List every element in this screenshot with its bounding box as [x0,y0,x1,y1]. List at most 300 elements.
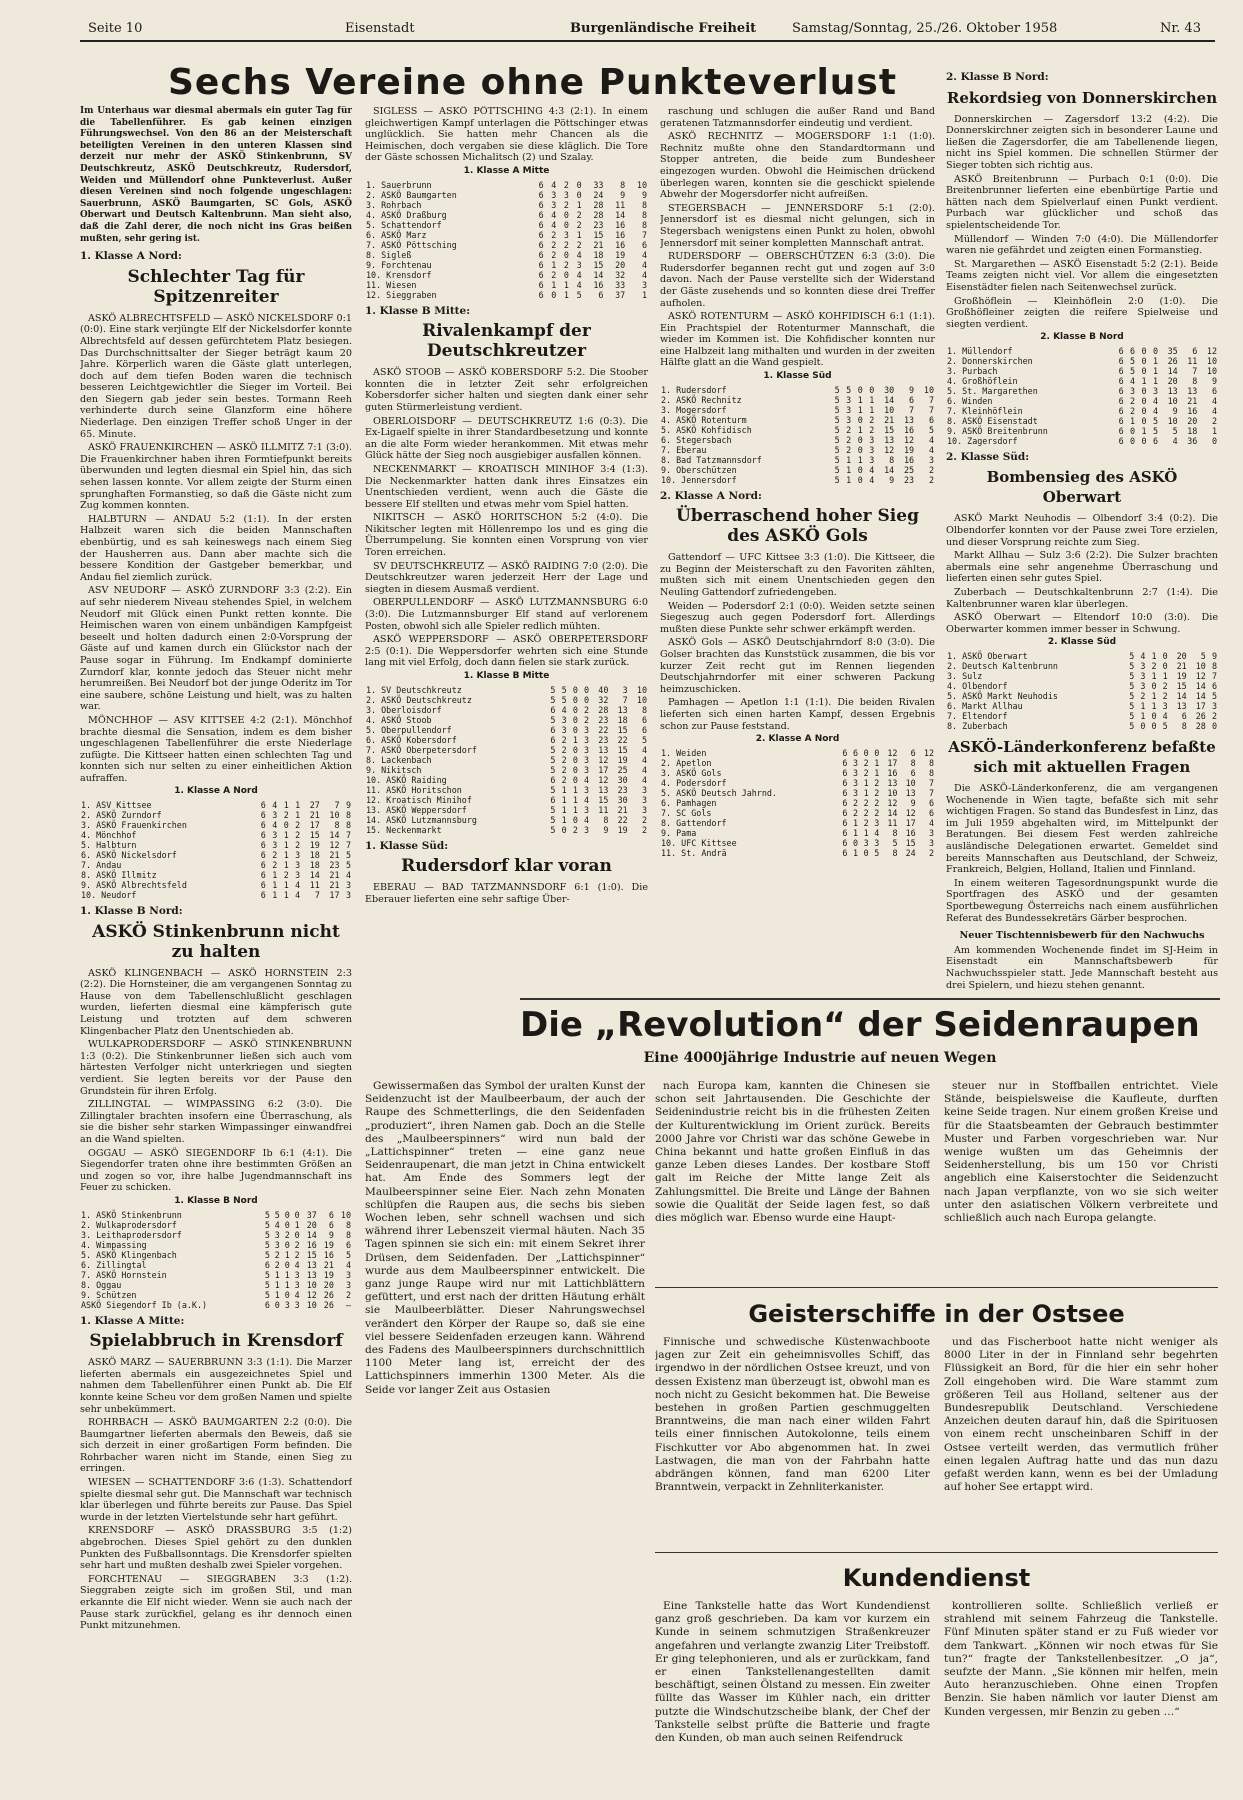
feature-column-b [655,1336,930,1546]
table-cell: 14 [1176,691,1187,701]
team-name: 2. Apetlon [661,757,712,768]
table-cell: 0 [561,824,567,835]
table-cell: 2 [863,817,869,828]
table-cell: 8 [641,209,647,220]
newspaper-name: Burgenländische Freiheit [570,21,757,36]
paragraph: In einem weiteren Tagesordnungspunkt wurde die Sportfragen des ASKÖ und der gesamten Sportbewegung Österreichs nach einem ausführlichen Referat des Bundessekretärs Gärber besprochen. [946,877,1218,924]
section-title: 1. Klasse Süd: [365,839,449,852]
table-cell: 13 [904,414,915,425]
table-cell: 14 [593,269,604,280]
section-title: 2. Klasse B Nord: [946,71,1049,83]
table-cell: 3 [584,744,590,755]
table-cell: 2 [1151,661,1157,671]
table-cell: 23 [329,860,340,871]
team-name: 10. ASKÖ Raiding [366,774,447,785]
table-cell: 3 [1211,701,1217,711]
team-name: 5. ASKÖ Markt Neuhodis [947,691,1058,701]
table-cell: 5 [561,694,567,705]
table-cell: 8 [1192,375,1198,386]
table-cell: 3 [345,890,351,901]
table-cell: 14 [884,394,895,405]
table-cell: 3 [928,827,934,838]
paragraph: ASKÖ RECHNITZ — MOGERSDORF 1:1 (1:0). Rechnitz mußte ohne den Standardtormann und Stopper antreten, die beide zum Bundesheer eingezogen wurden. Obwohl die Heimischen drückend überlegen waren, konnten sie die geschickt spielende Abwehr der Mogersdorfer nicht aufreißen. [660,131,935,201]
table-row [660,798,935,808]
table-cell: 8 [1181,721,1187,731]
table-cell: 1 [846,464,852,475]
table-cell: 5 [834,424,840,435]
table-cell: 0 [274,1299,280,1310]
team-name: 6. Pamhagen [661,797,717,808]
table-cell: 5 [345,850,351,861]
section-title: 1. Klasse B Mitte: [365,304,471,317]
table-cell: 19 [904,444,915,455]
table-caption: 2. Klasse B Nord [1040,332,1124,343]
table-cell: 1 [283,860,289,871]
section-title: 2. Klasse A Nord: [660,489,762,502]
table-row [365,180,648,190]
article-headline: Rivalenkampf der Deutschkreutzer [422,321,591,362]
table-row [365,250,648,260]
table-cell: 0 [563,219,569,230]
team-name: 8. ASKÖ Illmitz [81,870,157,881]
table-cell: 0 [853,837,859,848]
league-table [660,748,935,858]
table-row [660,758,935,768]
table-row [80,1300,352,1310]
table-cell: 6 [550,734,556,745]
paragraph: ASKÖ ROTENTURM — ASKÖ KOHFIDISCH 6:1 (1:1). Ein Prachtspiel der Rotenturmer Mannschaft, die wieder im Kommen ist. Die Kohfidischer konnten nur eine Halbzeit lang mithalten und wurden in der zweiten Hälfte glatt an die Wand gespielt. [660,311,935,369]
table-cell: 16 [615,239,626,250]
table-cell: 1 [1151,671,1157,681]
table-cell: 5 [834,434,840,445]
table-cell: 3 [863,837,869,848]
table-cell: 25 [617,764,628,775]
feature-headline: Geisterschiffe in der Ostsee [748,1300,1125,1328]
team-name: 9. Forchtenau [366,259,432,270]
table-cell: 0 [857,414,863,425]
table-cell: 3 [345,880,351,891]
table-cell: — [345,1299,351,1310]
paragraph: ASKÖ Gols — ASKÖ Deutschjahrndorf 8:0 (3:0). Die Golser brachten das Kunststück zusammen, die bis vor kurzer Zeit recht gut im Rennen liegenden Deutschjahrndorfer mit einer schweren Packung heimzuschicken. [660,637,935,695]
table-cell: 3 [1140,671,1146,681]
team-name: 10. Jennersdorf [661,474,737,485]
table-cell: 2 [1130,395,1136,406]
table-cell: 7 [345,840,351,851]
table-cell: 12 [887,797,898,808]
table-cell: 4 [1152,405,1158,416]
table-cell: 19 [617,824,628,835]
table-cell: 3 [853,757,859,768]
paragraph: ASKÖ WEPPERSDORF — ASKÖ OBERPETERSDORF 2:5 (0:1). Die Weppersdorfer wehrten sich eine Stunde lang mit viel Erfolg, doch dann fielen sie stark zurück. [365,634,648,669]
table-cell: 0 [1211,721,1217,731]
table-cell: 1 [853,817,859,828]
table-cell: 0 [284,1219,290,1230]
table-cell: 2 [846,434,852,445]
table-cell: 10 [1167,415,1178,426]
table-cell: 5 [1129,681,1135,691]
table-cell: 0 [857,434,863,445]
table-cell: 1 [561,814,567,825]
league-table [660,385,935,485]
team-name: 3. Oberloisdorf [366,704,442,715]
table-cell: 8 [889,454,895,465]
paragraph: Finnische und schwedische Küstenwachboote jagen zur Zeit ein geheimnisvolles Schiff, das irgendwo in der nördlichen Ostsee kreuzt, und von dessen Existenz man überzeugt ist, obwohl man es noch nicht zu Gesicht bekommen hat. Die Beweise bestehen in großen Partien geschmuggelten Branntweins, die man nach einer wilden Fahrt teils einer finnischen Autokolonne, teils einem Fischkutter vor Abo abgenommen hat. In zwei Lastwagen, die man von der Fahrbahn hatte abdrängen können, fand man 6200 Liter Branntwein, verpackt in Zehnliterkanister. [655,1336,930,1494]
table-cell: 4 [928,434,934,445]
table-row [80,1290,352,1300]
team-name: 8. ASKÖ Eisenstadt [947,415,1038,426]
table-row [80,800,352,810]
table-cell: 12 [598,754,609,765]
table-cell: 3 [853,767,859,778]
team-name: 5. Oberpullendorf [366,724,452,735]
table-cell: 12 [1206,345,1217,356]
team-name: 6. Markt Allhau [947,701,1023,711]
article-headline: Schlechter Tag für Spitzenreiter [127,266,305,307]
table-cell: 1 [274,1279,280,1290]
table-cell: 3 [874,817,880,828]
team-name: 3. ASKÖ Frauenkirchen [81,820,187,831]
table-cell: 2 [561,764,567,775]
table-cell: 1 [874,757,880,768]
table-cell: 12 [1195,671,1206,681]
table-row [660,838,935,848]
team-name: 7. Andau [81,860,122,871]
table-cell: 0 [1141,365,1147,376]
table-cell: 6 [928,807,934,818]
table-cell: 1 [1130,415,1136,426]
table-cell: 3 [561,724,567,735]
paragraph: Donnerskirchen — Zagersdorf 13:2 (4:2). Die Donnerskirchner zeigten sich in besonderer Laune und ließen die Zagersdorfer, die am Tabellenende liegen, nicht ins Spiel kommen. Die schnellen Stürmer der Sieger tobten sich richtig aus. [946,113,1218,171]
table-cell: 5 [264,1249,270,1260]
table-cell: 2 [576,239,582,250]
table-cell: 28 [593,199,604,210]
table-cell: 9 [641,189,647,200]
table-cell: 21 [1176,661,1187,671]
table-cell: 7 [928,394,934,405]
table-cell: 5 [1130,365,1136,376]
table-cell: 4 [345,1259,351,1270]
table-cell: 6 [910,767,916,778]
paragraph: ASKÖ MARZ — SAUERBRUNN 3:3 (1:1). Die Marzer lieferten abermals ein ausgezeichnetes Spiel und nahmen dem Tabellenführer einen Punkt ab. Die Elf konnte keine Scheu vor dem großen Namen und spielte sehr unbekümmert. [80,1357,352,1415]
table-cell: 5 [264,1209,270,1220]
table-cell: 2 [928,464,934,475]
table-cell: 5 [550,694,556,705]
table-cell: 1 [846,474,852,485]
table-cell: 1 [283,830,289,841]
team-name: 9. ASKÖ Albrechtsfeld [81,880,187,891]
table-cell: 6 [842,767,848,778]
table-cell: 0 [572,684,578,695]
table-cell: 23 [593,219,604,230]
paragraph: OGGAU — ASKÖ SIEGENDORF Ib 6:1 (4:1). Die Siegendorfer traten ohne ihre bestimmten Größen an und zogen so vor, ihre halbe Jugendmannschaft ins Feuer zu schicken. [80,1147,352,1194]
table-cell: 20 [1176,651,1187,661]
table-cell: 2 [874,807,880,818]
team-name: 11. Wiesen [366,279,417,290]
table-cell: 13 [306,1269,317,1280]
table-row [365,725,648,735]
team-name: 7. Eberau [661,444,707,455]
table-cell: 2 [1130,405,1136,416]
paragraph: MÖNCHHOF — ASV KITTSEE 4:2 (2:1). Mönchhof brachte diesmal die Sensation, indem es dem bisher ungeschlagenen Tabellenführer die erste Niederlage zufügte. Die Kittseer hatten einen schlechten Tag und konnten sich nur selten zu einer einheitlichen Aktion aufraffen. [80,714,352,784]
table-cell: 15 [593,259,604,270]
table-row [946,416,1218,426]
paragraph: ASKÖ FRAUENKIRCHEN — ASKÖ ILLMITZ 7:1 (3:0). Die Frauenkirchner haben ihren Formtiefpunkt bereits überwunden und legten diesmal ein Spiel hin, das sich sehen lassen konnte. Vor allem zeigte der Sturm einen sprunghaften Formanstieg, so daß die Gäste nicht zum Zug kommen konnten. [80,442,352,512]
team-name: 3. Purbach [947,365,998,376]
paragraph: Die ASKÖ-Länderkonferenz, die am vergangenen Wochenende in Wien tagte, befaßte sich mit sehr wichtigen Fragen. So stand das Bundesfest in Linz, das im Juli 1959 abgehalten wird, im Mittelpunkt der Beratungen. Bei diesem Fest werden zahlreiche ausländische Delegationen erwartet. Gemeldet sind bereits Mannschaften aus Deutschland, der Schweiz, Frankreich, Belgien, Holland, Italien und Finnland. [946,783,1218,876]
table-row [365,795,648,805]
paragraph: nach Europa kam, kannten die Chinesen sie schon seit Jahrtausenden. Die Geschichte der Seidenindustrie reicht bis in die frühesten Zeiten der Kulturentwicklung im Orient zurück. Bereits 2000 Jahre vor Christi war das schöne Gewebe in China bekannt und hatte großen Einfluß in das ganze Leben dieses Landes. Der kostbare Stoff galt im Reiche der Mitte lange Zeit als Zahlungsmittel. Die Breite und Länge der Bahnen sowie die Qualität der Seide lagen fest, so daß dies möglich war. Ebenso wurde eine Haupt- [655,1080,930,1225]
table-cell: 8 [1211,661,1217,671]
table-cell: 17 [309,820,320,831]
table-row [946,651,1218,661]
team-name: 7. ASKÖ Pöttsching [366,239,457,250]
team-name: 3. Rohrbach [366,199,422,210]
table-cell: 10 [1195,661,1206,671]
table-cell: 2 [563,239,569,250]
table-cell: 4 [295,890,301,901]
table-cell: 30 [884,384,895,395]
table-row [365,705,648,715]
table-cell: 1 [863,827,869,838]
table-cell: 0 [857,444,863,455]
league-table [365,180,648,300]
table-cell: 10 [340,1209,351,1220]
table-cell: 5 [834,414,840,425]
table-row [80,1210,352,1220]
table-cell: 2 [274,1249,280,1260]
table-row [946,671,1218,681]
table-row [365,805,648,815]
paragraph: NIKITSCH — ASKÖ HORITSCHON 5:2 (4:0). Die Nikitscher legten mit Höllenrempo los und es ging die Überrumpelung. Sie konnten einen Vorsprung von vier Toren erreichen. [365,512,648,559]
table-cell: 16 [905,827,916,838]
table-cell: 0 [284,1259,290,1270]
team-name: 5. ASKÖ Klingenbach [81,1249,177,1260]
paragraph: Gattendorf — UFC Kittsee 3:3 (1:0). Die Kittseer, die zu Beginn der Meisterschaft zu den Favoriten zählten, mußten sich mit einem Unentschieden gegen den Neuling Gattendorf zufriedengeben. [660,552,935,599]
table-cell: 21 [1187,395,1198,406]
table-row [365,815,648,825]
column-1 [80,106,352,1796]
table-cell: 3 [295,850,301,861]
table-cell: 2 [1162,681,1168,691]
section-divider [520,998,1220,1000]
table-cell: 5 [1129,651,1135,661]
table-cell: 1 [1152,375,1158,386]
table-cell: 20 [1187,415,1198,426]
paragraph: kontrollieren sollte. Schließlich verließ er strahlend mit seinem Fahrzeug die Tankstelle. Fünf Minuten später stand er zu Fuß wieder vor dem Tankwart. „Können wir noch etwas für Sie tun?“ fragte der Tankstellenbesitzer. „O ja“, seufzte der Mann. „Sie können mir helfen, mein Auto heranzuschieben. Ohne einen Tropfen Benzin. Sie haben nämlich vor lauter Dienst am Kunden vergessen, mir Benzin zu geben …“ [944,1600,1218,1718]
team-name: 14. ASKÖ Lutzmannsburg [366,814,477,825]
table-cell: 11 [309,880,320,891]
table-cell: 6 [260,870,266,881]
table-row [365,785,648,795]
table-cell: 16 [904,424,915,435]
table-cell: 2 [561,774,567,785]
table-cell: 9 [1211,375,1217,386]
table-cell: 6 [1118,385,1124,396]
table-row [365,765,648,775]
table-cell: 4 [928,817,934,828]
table-cell: 4 [561,704,567,715]
table-cell: 6 [928,414,934,425]
table-cell: 5 [550,784,556,795]
table-row [946,376,1218,386]
table-row [80,810,352,820]
table-cell: 0 [584,694,590,705]
table-row [365,220,648,230]
table-cell: 3 [874,837,880,848]
paragraph: STEGERSBACH — JENNERSDORF 5:1 (2:0). Jennersdorf ist es diesmal nicht gelungen, sich in Stegersbach wenigstens einen Punkt zu holen, obwohl Jennersdorf mit seiner kompletten Mannschaft antrat. [660,202,935,249]
table-cell: 20 [323,1279,334,1290]
table-cell: 37 [306,1209,317,1220]
table-cell: 17 [905,817,916,828]
table-cell: 2 [295,830,301,841]
section-title: 1. Klasse A Nord: [80,250,182,263]
table-cell: 7 [314,890,320,901]
team-name: 1. Sauerbrunn [366,179,432,190]
table-cell: 12 [884,444,895,455]
table-cell: 14 [306,1229,317,1240]
table-cell: 6 [641,239,647,250]
table-cell: 13 [887,777,898,788]
team-name: 10. UFC Kittsee [661,837,737,848]
table-cell: 2 [863,797,869,808]
table-cell: 6 [550,724,556,735]
table-cell: 32 [615,269,626,280]
table-cell: 6 [538,269,544,280]
team-name: 4. ASKÖ Stoob [366,714,432,725]
table-row [660,828,935,838]
team-name: 4. Großhöflein [947,375,1018,386]
table-cell: 2 [846,424,852,435]
table-cell: 12 [887,747,898,758]
table-cell: 4 [1130,375,1136,386]
table-row [660,465,935,475]
table-cell: 9 [328,1229,334,1240]
table-cell: 3 [928,837,934,848]
table-cell: 21 [329,870,340,881]
league-table [946,651,1218,731]
paragraph: Zuberbach — Deutschkaltenbrunn 2:7 (1:4). Die Kaltenbrunner waren klar überlegen. [946,587,1218,610]
column-4 [946,66,1218,996]
table-cell: 26 [323,1299,334,1310]
table-cell: 14 [887,807,898,818]
table-cell: 6 [264,1259,270,1270]
table-cell: 0 [1141,355,1147,366]
table-cell: 1 [853,847,859,858]
table-cell: 8 [345,1229,351,1240]
table-cell: 11 [887,817,898,828]
table-row [80,830,352,840]
table-row [365,240,648,250]
table-caption: 1. Klasse A Nord [174,786,258,797]
table-cell: 28 [1195,721,1206,731]
table-row [946,711,1218,721]
team-name: 4. Wimpassing [81,1239,147,1250]
table-cell: 0 [572,774,578,785]
table-caption: 2. Klasse Süd [1047,637,1117,648]
table-row [660,848,935,858]
table-cell: 7 [928,777,934,788]
team-name: 8. Bad Tatzmannsdorf [661,454,762,465]
table-cell: 8 [641,199,647,210]
table-cell: 0 [572,754,578,765]
table-cell: 6 [842,777,848,788]
table-cell: 1 [869,394,875,405]
table-cell: 20 [615,259,626,270]
table-cell: 3 [1140,681,1146,691]
table-cell: 0 [572,694,578,705]
table-cell: 1 [1151,651,1157,661]
league-table [80,1210,352,1310]
table-cell: 12 [306,1289,317,1300]
table-cell: 6 [538,219,544,230]
table-cell: 5 [1152,425,1158,436]
table-cell: 21 [329,880,340,891]
column-2 [365,106,648,991]
table-cell: 0 [1141,415,1147,426]
table-cell: 3 [284,1299,290,1310]
table-cell: 5 [264,1279,270,1290]
table-cell: 4 [551,219,557,230]
table-cell: 2 [272,860,278,871]
table-cell: 5 [892,837,898,848]
table-cell: 3 [584,824,590,835]
table-row [660,385,935,395]
paragraph: Gewissermaßen das Symbol der uralten Kunst der Seidenzucht ist der Maulbeerbaum, der auch der Raupe des Schmetterlings, die den Seidenfaden „produziert“, ihren Namen gab. Doch an die Stelle des „Maulbeerspinners“ wird nun bald der „Lattichspinner“ treten — eine ganz neue Seidenraupenart, die man jetzt in China entwickelt hat. Am Ende des Sommers legt der Maulbeerspinner seine Eier. Nach zehn Monaten schlüpfen die Raupen aus, die sechs bis sieben Wochen leben, sehr schnell wachsen und sich während ihrer Lebenszeit viermal häuten. Nach 35 Tagen spinnen sie sich ein: mit einem Sekret ihrer Drüsen, dem Seidenfaden. Der „Lattichspinner“ wurde aus dem Maulbeerspinner entwickelt. Die ganz junge Raupe wird nur mit Lattichblättern gefüttert, und erst nach der dritten Häutung erhält sie Maulbeerblätter. Dieser Nahrungswechsel verändert den Körper der Raupe so, daß sie eine viel bessere Seidenfaden erzeugen kann. Während des Fadens des Maulbeerspinners durchschnittlich 1100 Meter lang ist, erreicht der des Lattichspinners immerhin 1300 Meter. Als die Seide vor langer Zeit aus Ostasien [365,1080,645,1396]
table-cell: 2 [551,229,557,240]
table-cell: 2 [853,797,859,808]
table-cell: 6 [1118,375,1124,386]
table-cell: 13 [306,1259,317,1270]
team-name: 8. Sigleß [366,249,412,260]
table-cell: 8 [892,847,898,858]
table-cell: 6 [538,249,544,260]
team-name: 4. Podersdorf [661,777,727,788]
table-cell: 3 [853,777,859,788]
table-cell: 3 [1140,661,1146,671]
table-caption: 1. Klasse B Mitte [463,671,550,681]
team-name: 7. ASKÖ Hornstein [81,1269,167,1280]
table-cell: 2 [869,414,875,425]
table-row [365,775,648,785]
table-cell: 6 [328,1219,334,1230]
table-cell: 2 [295,820,301,831]
table-cell: 3 [563,229,569,240]
table-cell: 14 [884,464,895,475]
table-row [660,475,935,485]
team-name: 6. ASKÖ Nickelsdorf [81,850,177,861]
table-cell: 1 [863,777,869,788]
table-cell: 1 [284,1269,290,1280]
team-name: 2. ASKÖ Zurndorf [81,810,162,821]
table-cell: 3 [563,189,569,200]
table-cell: 1 [561,784,567,795]
league-table [365,685,648,835]
paragraph: Am kommenden Wochenende findet im SJ-Heim in Eisenstadt ein Mannschaftsbewerb für Nachwuchsspieler statt. Jede Mannschaft besteht aus drei Spielern, und hiezu stehen genannt. [946,944,1218,991]
table-cell: 2 [584,704,590,715]
table-cell: 2 [563,259,569,270]
paragraph: WULKAPRODERSDORF — ASKÖ STINKENBRUNN 1:3 (0:2). Die Stinkenbrunner ließen sich auch vom härtesten Verfolger nicht unterkriegen und siegten verdient. Sie legten bereits vor der Pause den Grundstein für ihren Erfolg. [80,1039,352,1097]
table-cell: 22 [598,724,609,735]
table-cell: 2 [576,209,582,220]
table-cell: 5 [834,464,840,475]
table-cell: 10 [306,1279,317,1290]
table-cell: 26 [1195,711,1206,721]
table-cell: 35 [1167,345,1178,356]
table-cell: 0 [284,1239,290,1250]
article-headline: Rekordsieg von Donnerskirchen [946,88,1218,107]
table-cell: 18 [593,249,604,260]
team-name: 13. ASKÖ Weppersdorf [366,804,467,815]
